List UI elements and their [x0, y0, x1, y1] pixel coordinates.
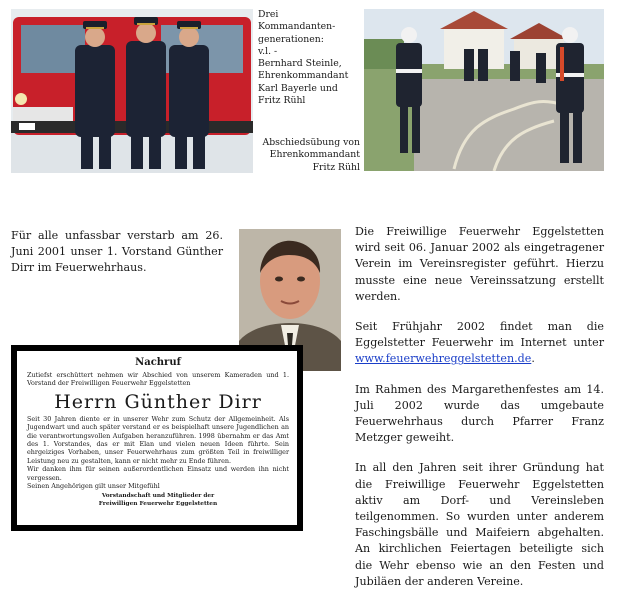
caption-line: Kommandanten-: [258, 21, 336, 33]
caption-line: Abschiedsübung von: [262, 137, 360, 148]
obituary-thanks: Wir danken ihm für seinen außerordentlichen Einsatz und werden ihn nicht vergessen.: [27, 465, 289, 482]
obituary-content: [17, 351, 297, 525]
caption-line: Ehrenkommandant: [258, 70, 349, 82]
paragraph-internet: [355, 319, 604, 368]
obituary-signature: [27, 493, 289, 508]
caption-three-commanders: [258, 9, 358, 107]
caption-farewell-drill: [262, 137, 360, 174]
obituary-name: Herrn Günther Dirr: [54, 390, 262, 413]
caption-line: generationen:: [258, 33, 324, 45]
caption-line: Ehrenkommandant: [269, 149, 360, 161]
caption-line: Karl Bayerle und: [258, 82, 338, 94]
signature-line: Vorstandschaft und Mitglieder der: [101, 493, 215, 500]
obituary-body: Seit 30 Jahren diente er in unserer Wehr zum Schutz der Allgemeinheit. Als Jugendwart und auch später verstand er es beispielhaft unsere Jugendlichen an die verantwortungsvollen Aufgaben heranzuführen. 1998 übernahm er das Amt des 1. Vorstandes, das er mit Elan und vielen neuen Ideen führte. Sein ehrgeiziges Vorhaben, unser Feuerwehrhaus zum größten Teil in freiwilliger Leistung neu zu gestalten, kann er nicht mehr zu Ende führen.: [27, 414, 289, 465]
caption-line: Fritz Rühl: [258, 95, 306, 107]
caption-line: Fritz Rühl: [312, 161, 360, 173]
photo-three-commanders: [11, 9, 253, 173]
internet-text: Seit Frühjahr 2002 findet man die Eggelstetter Feuerwehr im Internet unter: [355, 320, 604, 350]
obituary-heading: Nachruf: [135, 357, 181, 368]
paragraph-community: In all den Jahren seit ihrer Gründung hat die Freiwillige Feuerwehr Eggelstetten aktiv am Dorf- und Vereinsleben teilgenommen. So wurden unter anderem Faschingsbälle und Maifeiern abgehalten. An kirchlichen Feiertagen beteiligte sich die Wehr ebenso wie an den Festen und Jubiläen der anderen Vereine.: [355, 461, 604, 588]
paragraph-registration: Die Freiwillige Feuerwehr Eggelstetten wird seit 06. Januar 2002 als eingetragener Verein im Vereinsregister geführt. Hierzu musste eine neue Vereinssatzung erstellt werden.: [355, 225, 604, 303]
website-link[interactable]: www.feuerwehreggelstetten.de: [355, 352, 532, 366]
internet-text-end: .: [531, 352, 535, 366]
obituary-condolence: Seinen Angehörigen gilt unser Mitgefühl: [27, 482, 160, 491]
club-history-text: [355, 224, 604, 604]
obituary-intro: Zutiefst erschüttert nehmen wir Abschied von unserem Kameraden und 1. Vorstand der Freiwilligen Feuerwehr Eggelstetten: [27, 371, 289, 388]
photo-farewell-drill: [364, 9, 604, 171]
caption-line: Drei: [258, 9, 279, 20]
paragraph-consecration: Im Rahmen des Margarethenfestes am 14. Juli 2002 wurde das umgebaute Feuerwehrhaus durch Pfarrer Franz Metzger geweiht.: [355, 382, 604, 445]
caption-line: v.l. -: [258, 45, 278, 57]
signature-line: Freiwilligen Feuerwehr Eggelstetten: [98, 500, 218, 507]
memorial-notice-text: Für alle unfassbar verstarb am 26. Juni 2001 unser 1. Vorstand Günther Dirr im Feuerwehrhaus.: [11, 229, 223, 275]
obituary-box: [11, 345, 303, 531]
caption-line: Bernhard Steinle,: [258, 58, 342, 70]
